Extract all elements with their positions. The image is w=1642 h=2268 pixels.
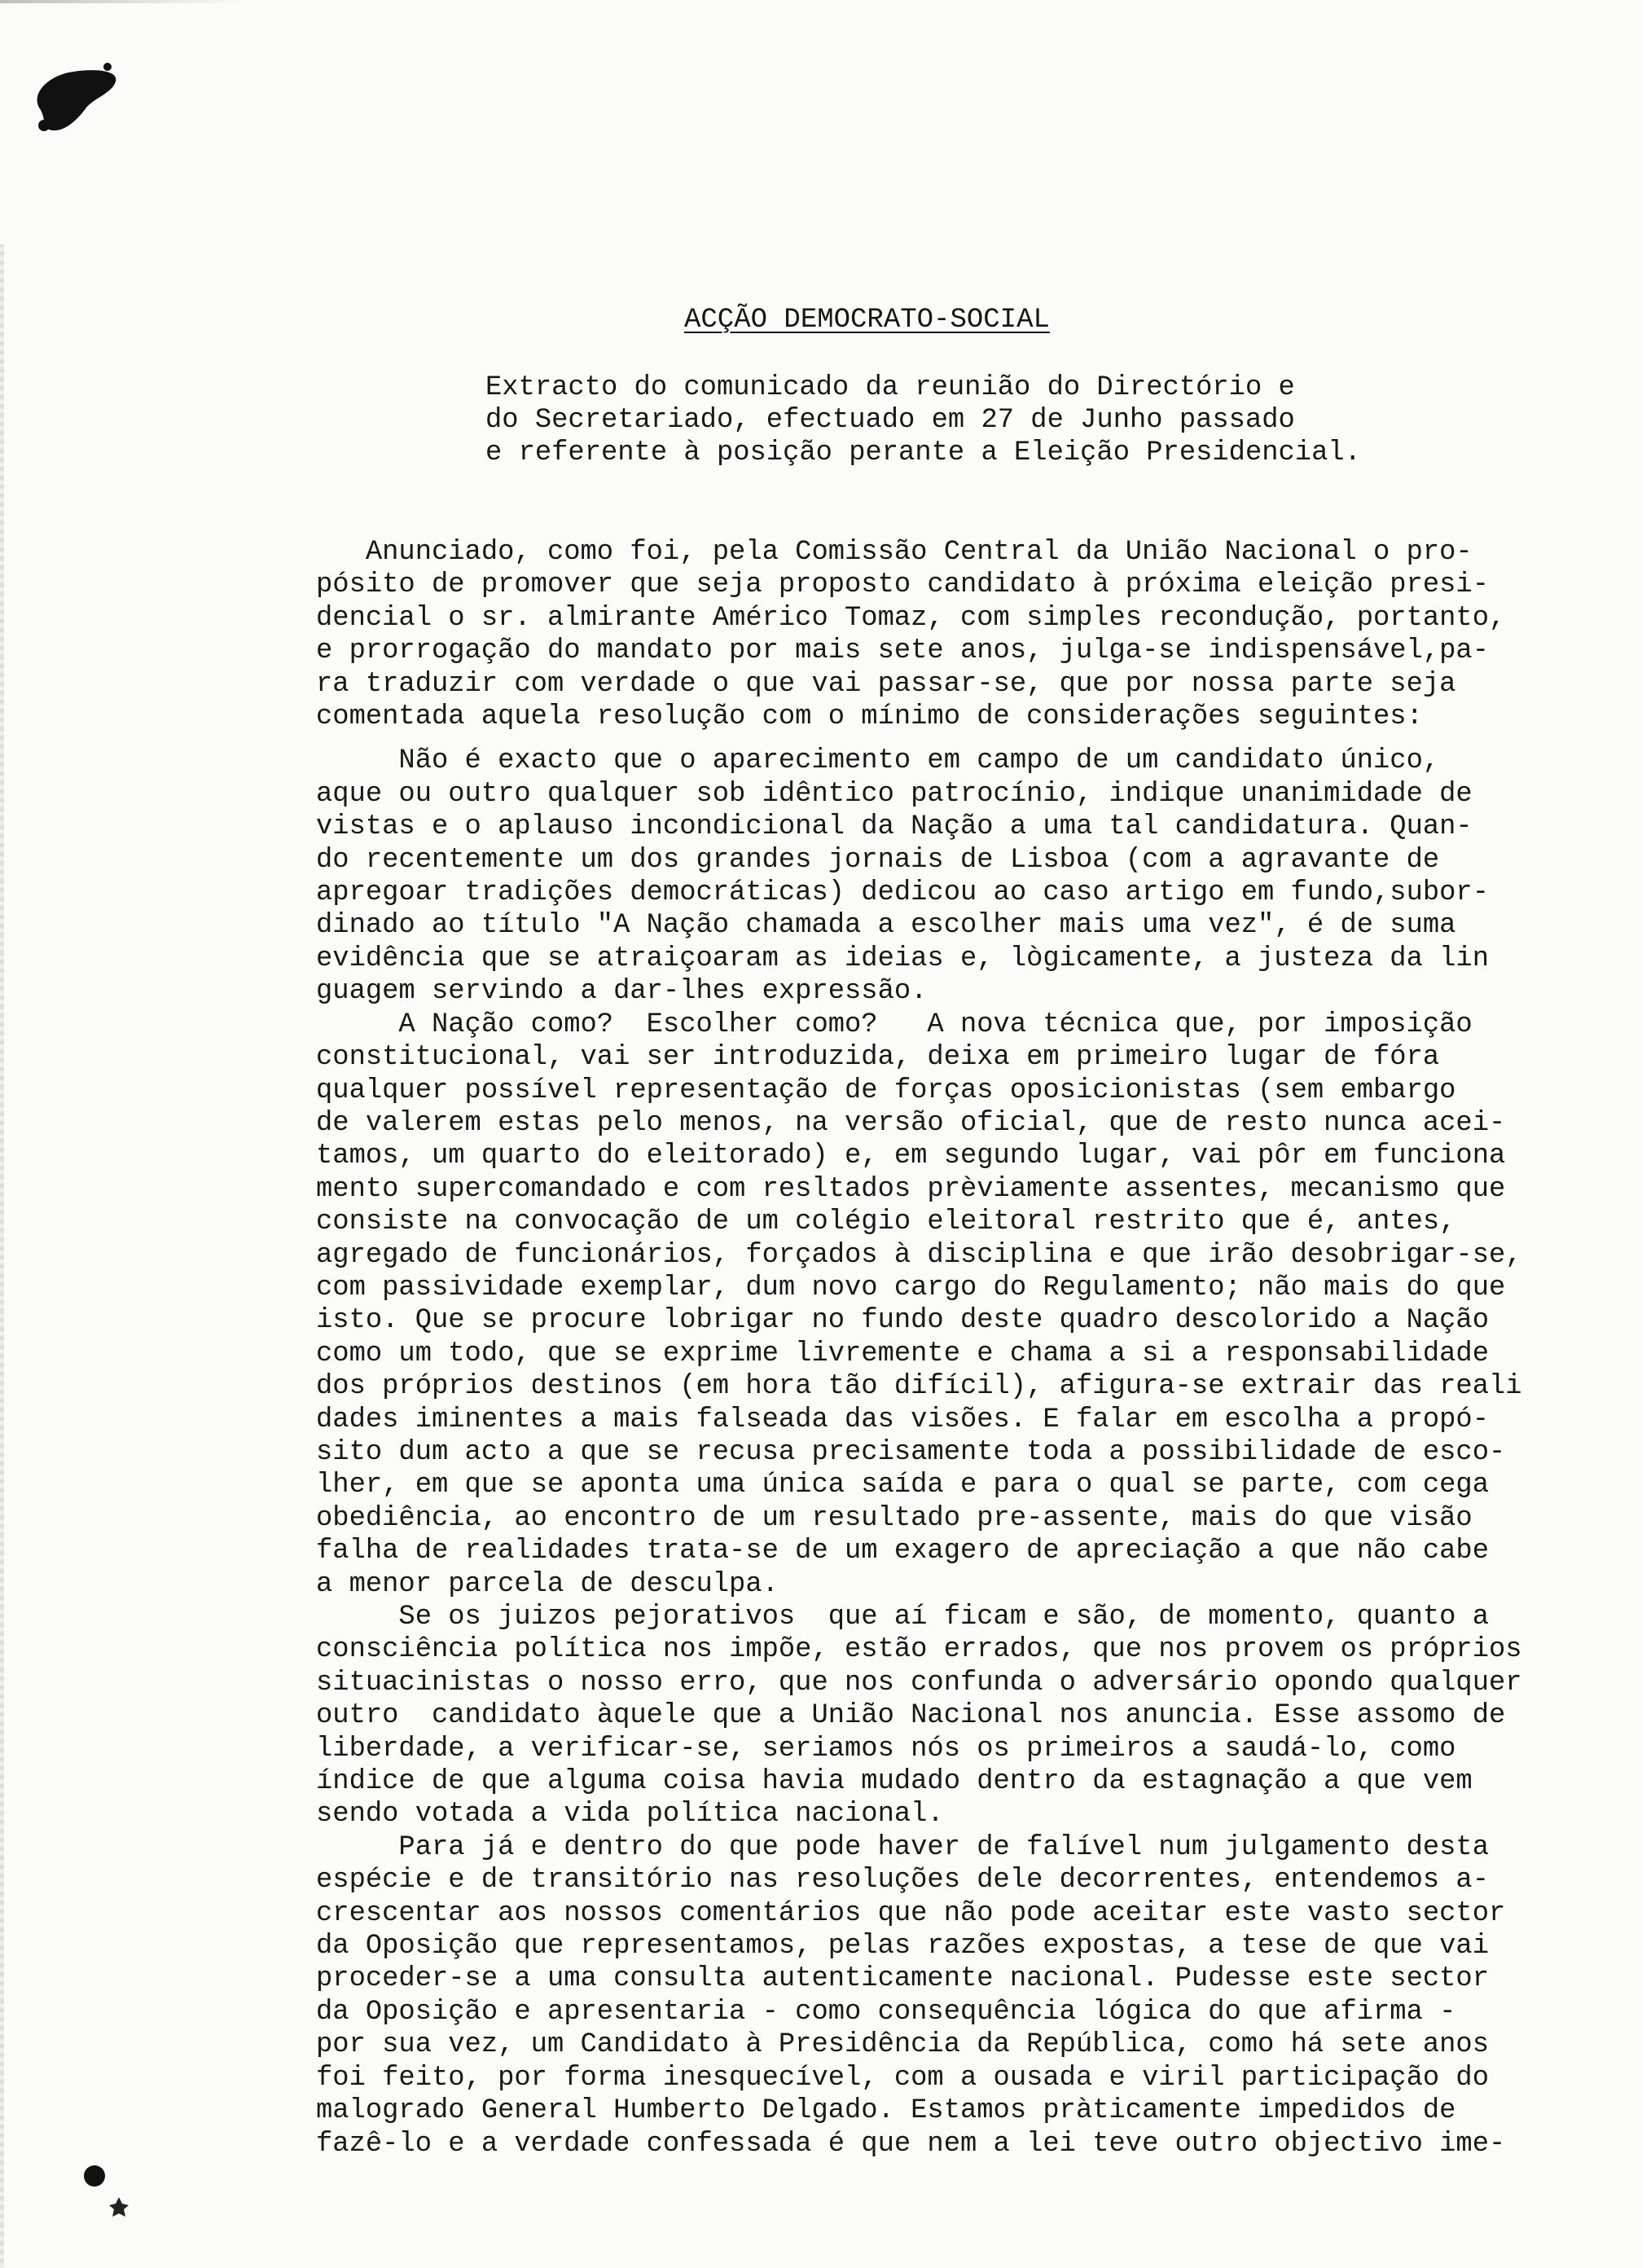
ink-blot-mark xyxy=(16,57,130,147)
body-paragraph: Para já e dentro do que pode haver de falível num julgamento desta espécie e de transitório nas resoluções dele decorrentes, entendemos a- crescentar aos nossos comentários que não pode aceitar este vasto sector da Oposição que representamos, pelas razões expostas, a tese de que vai proceder-se a uma consulta autenticamente nacional. Pudesse este sector da Oposição e apresentaria - como consequência lógica do que afirma - por sua vez, um Candidato à Presidência da República, como há sete anos foi feito, por forma inesquecível, com a ousada e viril participação do malogrado General Humberto Delgado. Estamos pràticamente impedidos de fazê-lo e a verdade confessada é que nem a lei teve outro objectivo ime- xyxy=(316,1831,1506,2160)
scan-edge-left xyxy=(0,244,4,2268)
body-paragraph: Anunciado, como foi, pela Comissão Central da União Nacional o pro- pósito de promover que seja proposto candidato à próxima eleição presi- dencial o sr. almirante Américo Tomaz, com simples recondução, portanto, e prorrogação do mandato por mais sete anos, julga-se indispensável,pa- ra traduzir com verdade o que vai passar-se, que por nossa parte seja comentada aquela resolução com o mínimo de considerações seguintes: xyxy=(316,537,1506,733)
body-paragraph: A Nação como? Escolher como? A nova técnica que, por imposição constitucional, vai ser introduzida, deixa em primeiro lugar de fóra qualquer possível representação de forças oposicionistas (sem embargo de valerem estas pelo menos, na versão oficial, que de resto nunca acei- tamos, um quarto do eleitorado) e, em segundo lugar, vai pôr em funciona mento supercomandado e com resltados prèviamente assentes, mecanismo que consiste na convocação de um colégio eleitoral restrito que é, antes, agregado de funcionários, forçados à disciplina e que irão desobrigar-se, com passividade exemplar, dum novo cargo do Regulamento; não mais do que isto. Que se procure lobrigar no fundo deste quadro descolorido a Nação como um todo, que se exprime livremente e chama a si a responsabilidade dos próprios destinos (em hora tão difícil), afigura-se extrair das reali dades iminentes a mais falseada das visões. E falar em escolha a propó- sito dum acto a que se recusa precisamente toda a possibilidade de esco- lher, em que se aponta uma única saída e para o qual se parte, com cega obediência, ao encontro de um resultado pre-assente, mais do que visão falha de realidades trata-se de um exagero de apreciação a que não cabe a menor parcela de desculpa. xyxy=(316,1009,1522,1600)
scan-edge-top xyxy=(0,0,244,3)
document-title: ACÇÃO DEMOCRATO-SOCIAL xyxy=(684,305,1050,336)
body-paragraph: Não é exacto que o aparecimento em campo de um candidato único, aque ou outro qualquer sob idêntico patrocínio, indique unanimidade de vistas e o aplauso incondicional da Nação a uma tal candidatura. Quan- do recentemente um dos grandes jornais de Lisboa (com a agravante de apregoar tradições democráticas) dedicou ao caso artigo em fundo,subor- dinado ao título "A Nação chamada a escolher mais uma vez", é de suma evidência que se atraiçoaram as ideias e, lògicamente, a justeza da lin guagem servindo a dar-lhes expressão. xyxy=(316,745,1489,1008)
document-body xyxy=(316,536,1522,2160)
body-paragraph: Se os juizos pejorativos que aí ficam e são, de momento, quanto a consciência política nos impõe, estão errados, que nos provem os próprios situacinistas o nosso erro, que nos confunda o adversário opondo qualquer outro candidato àquele que a União Nacional nos anuncia. Esse assomo de liberdade, a verificar-se, seriamos nós os primeiros a saudá-lo, como índice de que alguma coisa havia mudado dentro da estagnação a que vem sendo votada a vida política nacional. xyxy=(316,1602,1522,1831)
ink-dot-marks xyxy=(73,2155,138,2220)
document-subtitle: Extracto do comunicado da reunião do Directório e do Secretariado, efectuado em 27 de Junho passado e referente à posição perante a Eleição Presidencial. xyxy=(485,372,1361,468)
